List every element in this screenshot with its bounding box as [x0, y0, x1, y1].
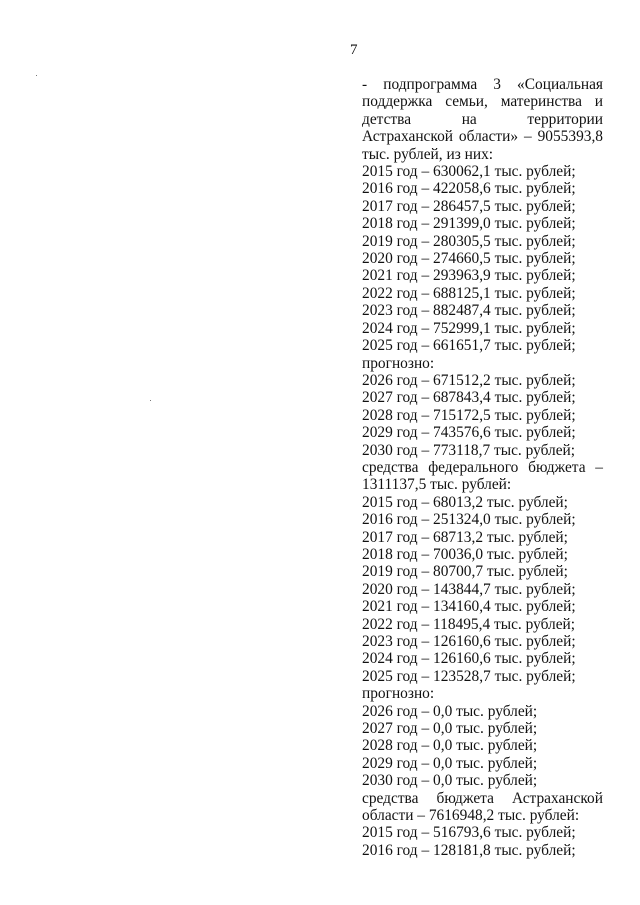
list-item: 2024 год – 126160,6 тыс. рублей;	[362, 650, 576, 668]
list-item: 2016 год – 422058,6 тыс. рублей;	[362, 180, 576, 198]
list-item: 2019 год – 280305,5 тыс. рублей;	[362, 232, 576, 250]
list-item: 2016 год – 128181,8 тыс. рублей;	[362, 841, 576, 859]
scan-speck	[36, 75, 37, 76]
list-item: 2018 год – 70036,0 тыс. рублей;	[362, 545, 568, 563]
list-item: 2028 год – 715172,5 тыс. рублей;	[362, 406, 576, 424]
intro-years-list	[362, 163, 603, 354]
list-item: 2030 год – 773118,7 тыс. рублей;	[362, 441, 576, 459]
list-item: 2015 год – 68013,2 тыс. рублей;	[362, 493, 568, 511]
list-item: 2018 год – 291399,0 тыс. рублей;	[362, 215, 576, 233]
list-item: 2025 год – 123528,7 тыс. рублей;	[362, 667, 576, 685]
list-item: 2020 год – 143844,7 тыс. рублей;	[362, 580, 576, 598]
list-item: 2021 год – 293963,9 тыс. рублей;	[362, 267, 576, 285]
list-item: 2022 год – 118495,4 тыс. рублей;	[362, 615, 576, 633]
list-item: 2017 год – 286457,5 тыс. рублей;	[362, 197, 576, 215]
subprogram-intro: - подпрограмма 3 «Социальная поддержка семьи, материнства и детства на территории Астраханской области» – 9055393,8 тыс. рублей, из них:	[362, 76, 603, 163]
list-item: 2015 год – 516793,6 тыс. рублей;	[362, 824, 576, 842]
federal-forecast-list	[362, 703, 603, 790]
list-item: 2030 год – 0,0 тыс. рублей;	[362, 772, 538, 790]
list-item: 2015 год – 630062,1 тыс. рублей;	[362, 163, 576, 181]
list-item: 2021 год – 134160,4 тыс. рублей;	[362, 598, 576, 616]
forecast-label: прогнозно:	[362, 354, 435, 372]
forecast-label: прогнозно:	[362, 685, 435, 703]
list-item: 2020 год – 274660,5 тыс. рублей;	[362, 250, 576, 268]
list-item: 2023 год – 126160,6 тыс. рублей;	[362, 633, 576, 650]
list-item: 2027 год – 687843,4 тыс. рублей;	[362, 389, 576, 407]
list-item: 2023 год – 882487,4 тыс. рублей;	[362, 302, 576, 320]
list-item: 2022 год – 688125,1 тыс. рублей;	[362, 284, 576, 302]
federal-years-list	[362, 494, 603, 685]
list-item: 2029 год – 743576,6 тыс. рублей;	[362, 424, 576, 442]
document-text-column	[362, 76, 603, 859]
intro-forecast-list	[362, 372, 603, 459]
list-item: 2028 год – 0,0 тыс. рублей;	[362, 737, 538, 755]
regional-years-list	[362, 824, 603, 859]
list-item: 2019 год – 80700,7 тыс. рублей;	[362, 563, 568, 581]
list-item: 2026 год – 0,0 тыс. рублей;	[362, 702, 538, 720]
list-item: 2024 год – 752999,1 тыс. рублей;	[362, 319, 576, 337]
list-item: 2017 год – 68713,2 тыс. рублей;	[362, 528, 568, 546]
regional-budget-heading: средства бюджета Астраханской области – 7616948,2 тыс. рублей:	[362, 789, 603, 825]
list-item: 2025 год – 661651,7 тыс. рублей;	[362, 337, 576, 355]
list-item: 2026 год – 671512,2 тыс. рублей;	[362, 371, 576, 389]
list-item: 2016 год – 251324,0 тыс. рублей;	[362, 511, 576, 529]
page-number: 7	[350, 42, 358, 58]
federal-budget-heading: средства федерального бюджета – 1311137,5 тыс. рублей:	[362, 458, 603, 494]
scan-speck	[150, 400, 151, 401]
list-item: 2029 год – 0,0 тыс. рублей;	[362, 754, 538, 772]
list-item: 2027 год – 0,0 тыс. рублей;	[362, 720, 538, 738]
